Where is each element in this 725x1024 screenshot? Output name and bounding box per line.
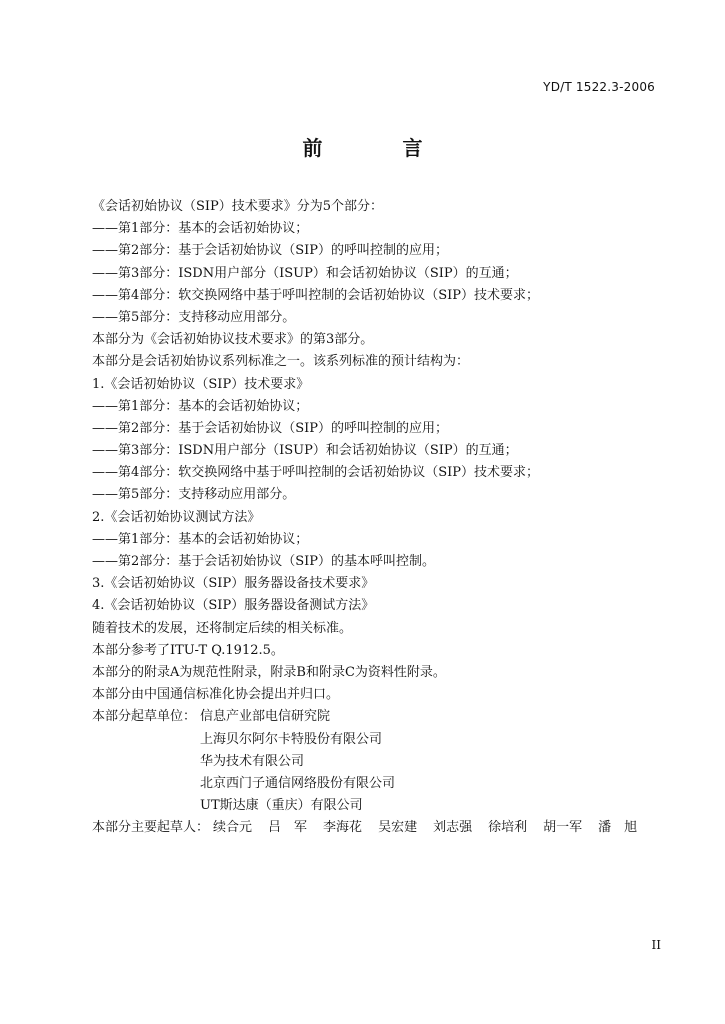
text-line: 1.《会话初始协议（SIP）技术要求》 [92,376,310,392]
text-line: 2.《会话初始协议测试方法》 [92,509,261,525]
text-line: 本部分为《会话初始协议技术要求》的第3部分。 [92,332,374,348]
document-body [92,196,672,839]
page-number: II [651,938,661,952]
text-line: 《会话初始协议（SIP）技术要求》分为5个部分： [92,199,384,214]
drafter-name: 胡一军 [543,820,583,836]
foreword-text [92,196,672,706]
drafting-units-list [200,706,395,817]
text-line: ——第2部分：基于会话初始协议（SIP）的呼叫控制的应用； [92,420,449,436]
text-line: ——第1部分：基本的会话初始协议； [92,221,309,237]
text-line: ——第3部分：ISDN用户部分（ISUP）和会话初始协议（SIP）的互通； [92,265,518,281]
drafter-name: 李海花 [323,820,363,836]
text-line: ——第5部分：支持移动应用部分。 [92,309,296,325]
text-line: 本部分参考了ITU-T Q.1912.5。 [92,642,284,658]
text-line: ——第1部分：基本的会话初始协议； [92,531,309,547]
drafter-name: 潘 旭 [598,820,638,836]
page-title: 前 言 [302,136,453,160]
text-line: 4.《会话初始协议（SIP）服务器设备测试方法》 [92,598,375,614]
drafting-unit: 信息产业部电信研究院 [200,709,331,725]
drafter-name: 刘志强 [433,820,473,836]
text-line: 3.《会话初始协议（SIP）服务器设备技术要求》 [92,576,375,592]
drafting-unit: UT斯达康（重庆）有限公司 [200,798,363,814]
text-line: ——第4部分：软交换网络中基于呼叫控制的会话初始协议（SIP）技术要求； [92,465,540,481]
drafting-unit: 北京西门子通信网络股份有限公司 [200,775,396,791]
text-line: 本部分的附录A为规范性附录，附录B和附录C为资料性附录。 [92,664,446,680]
drafting-unit: 上海贝尔阿尔卡特股份有限公司 [200,731,383,747]
drafter-name: 续合元 [213,820,253,836]
drafting-units-label: 本部分起草单位： [92,709,197,725]
text-line: ——第4部分：软交换网络中基于呼叫控制的会话初始协议（SIP）技术要求； [92,287,540,303]
drafter-name: 徐培利 [488,820,528,836]
drafter-name: 吴宏建 [378,820,418,836]
main-drafters-label: 本部分主要起草人： [92,820,210,836]
main-drafters [92,817,672,839]
drafter-name: 吕 军 [268,820,308,836]
text-line: ——第5部分：支持移动应用部分。 [92,487,296,503]
drafting-units [92,706,672,817]
document-code: YD/T 1522.3-2006 [543,80,655,94]
text-line: ——第3部分：ISDN用户部分（ISUP）和会话初始协议（SIP）的互通； [92,443,518,459]
text-line: 本部分由中国通信标准化协会提出并归口。 [92,687,340,703]
text-line: ——第2部分：基于会话初始协议（SIP）的呼叫控制的应用； [92,243,449,259]
text-line: ——第2部分：基于会话初始协议（SIP）的基本呼叫控制。 [92,554,436,569]
text-line: 本部分是会话初始协议系列标准之一。该系列标准的预计结构为： [92,354,470,370]
drafting-unit: 华为技术有限公司 [200,753,305,769]
text-line: 随着技术的发展，还将制定后续的相关标准。 [92,620,353,636]
text-line: ——第1部分：基本的会话初始协议； [92,398,309,414]
